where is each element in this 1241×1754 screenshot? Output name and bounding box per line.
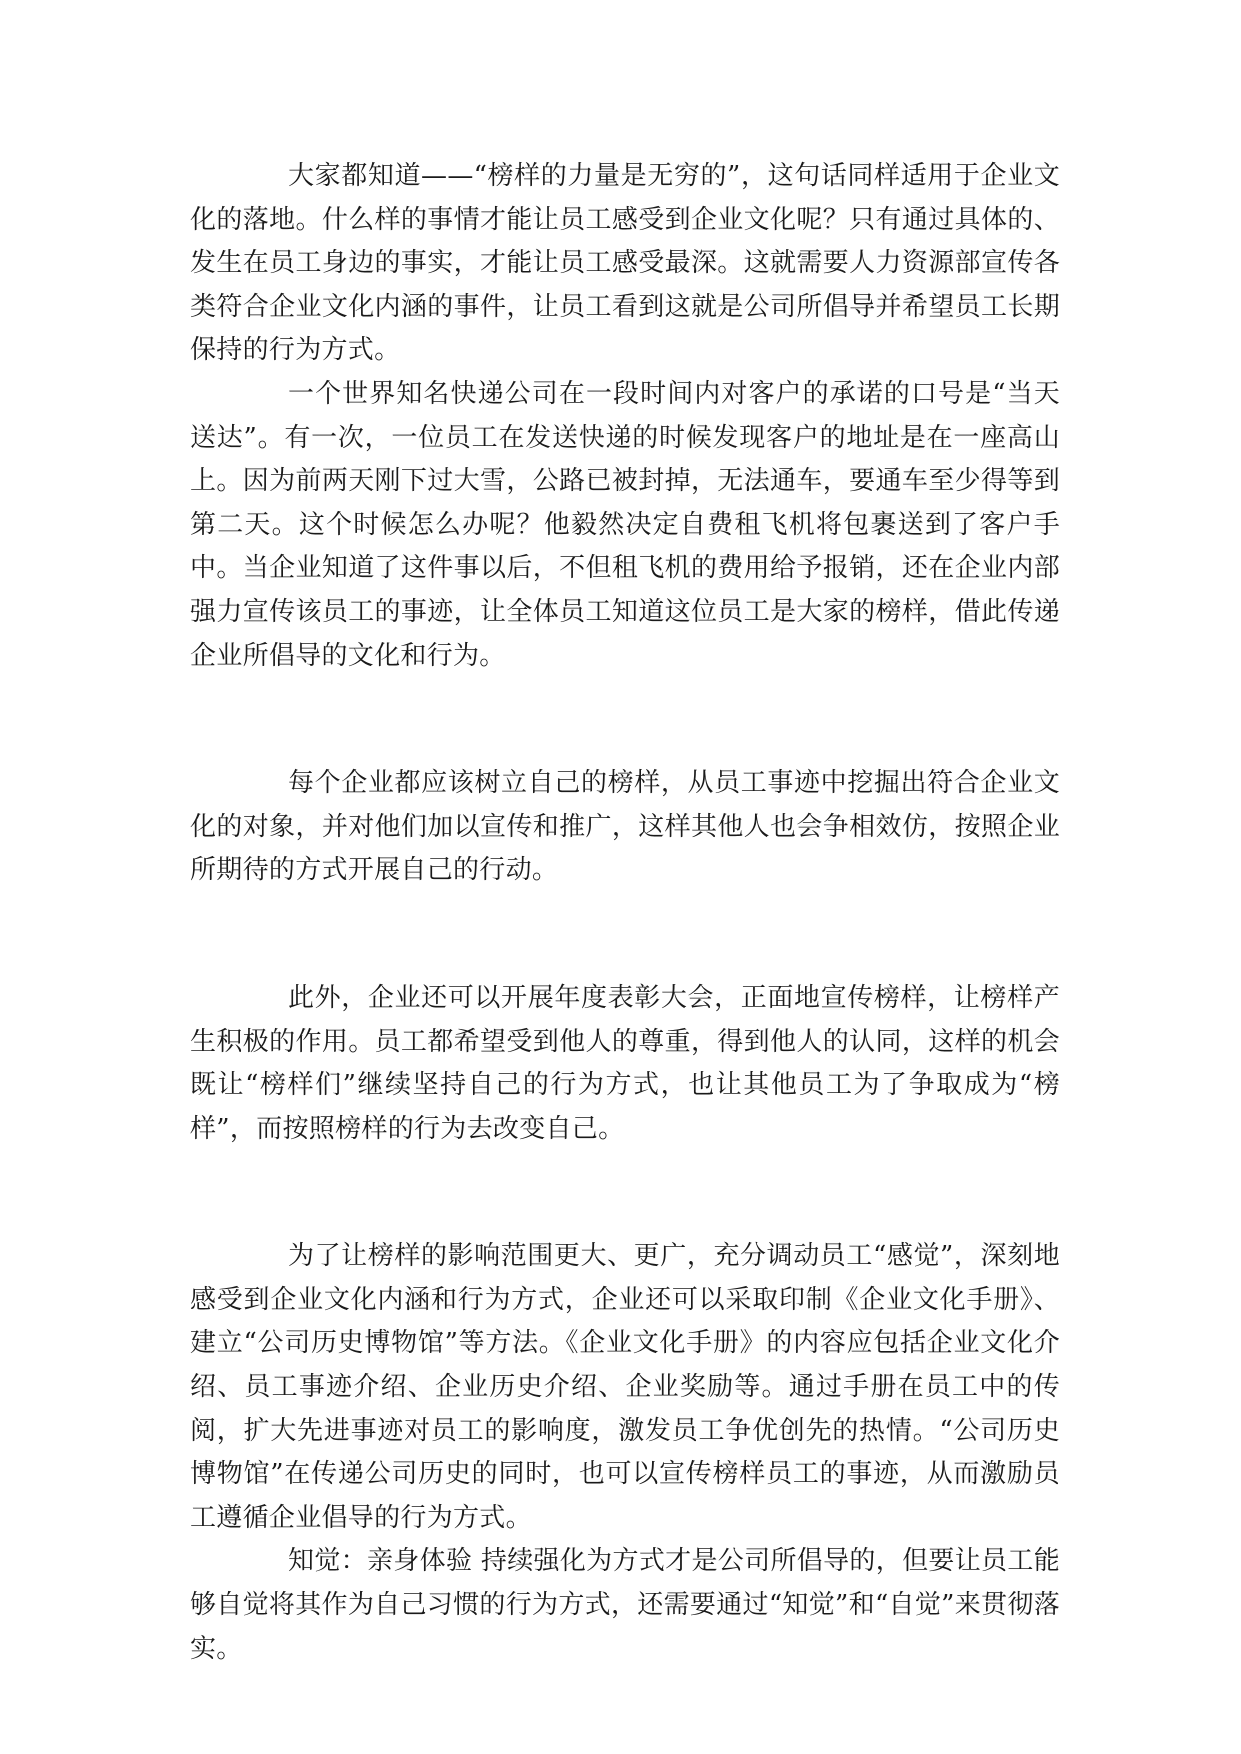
paragraph-establish-role-models: 每个企业都应该树立自己的榜样，从员工事迹中挖掘出符合企业文化的对象，并对他们加以宣传和推广，这样其他人也会争相效仿，按照企业所期待的方式开展自己的行动。	[190, 768, 1060, 886]
paragraph-culture-handbook: 为了让榜样的影响范围更大、更广，充分调动员工“感觉”，深刻地感受到企业文化内涵和行为方式，企业还可以采取印制《企业文化手册》、建立“公司历史博物馆”等方法。《企业文化手册》的内容应包括企业文化介绍、员工事迹介绍、企业历史介绍、企业奖励等。通过手册在员工中的传阅，扩大先进事迹对员工的影响度，激发员工争优创先的热情。“公司历史博物馆”在传递公司历史的同时，也可以宣传榜样员工的事迹，从而激励员工遵循企业倡导的行为方式。	[190, 1241, 1060, 1533]
paragraph-courier-story: 一个世界知名快递公司在一段时间内对客户的承诺的口号是“当天送达”。有一次，一位员工在发送快递的时候发现客户的地址是在一座高山上。因为前两天刚下过大雪，公路已被封掉，无法通车，要通车至少得等到第二天。这个时候怎么办呢？他毅然决定自费租飞机将包裹送到了客户手中。当企业知道了这件事以后，不但租飞机的费用给予报销，还在企业内部强力宣传该员工的事迹，让全体员工知道这位员工是大家的榜样，借此传递企业所倡导的文化和行为。	[190, 378, 1060, 671]
paragraph-annual-commendation: 此外，企业还可以开展年度表彰大会，正面地宣传榜样，让榜样产生积极的作用。员工都希望受到他人的尊重，得到他人的认同，这样的机会既让“榜样们”继续坚持自己的行为方式，也让其他员工为了争取成为“榜样”，而按照榜样的行为去改变自己。	[190, 982, 1060, 1144]
paragraph-spacer	[190, 1151, 1060, 1235]
paragraph-spacer	[190, 678, 1060, 762]
paragraph-perception: 知觉：亲身体验 持续强化为方式才是公司所倡导的，但要让员工能够自觉将其作为自己习惯的行为方式，还需要通过“知觉”和“自觉”来贯彻落实。	[190, 1546, 1060, 1664]
document-page	[190, 155, 1060, 1671]
paragraph-role-model-power: 大家都知道——“榜样的力量是无穷的”，这句话同样适用于企业文化的落地。什么样的事情才能让员工感受到企业文化呢？只有通过具体的、发生在员工身边的事实，才能让员工感受最深。这就需要人力资源部宣传各类符合企业文化内涵的事件，让员工看到这就是公司所倡导并希望员工长期保持的行为方式。	[190, 161, 1060, 366]
paragraph-spacer	[190, 893, 1060, 977]
